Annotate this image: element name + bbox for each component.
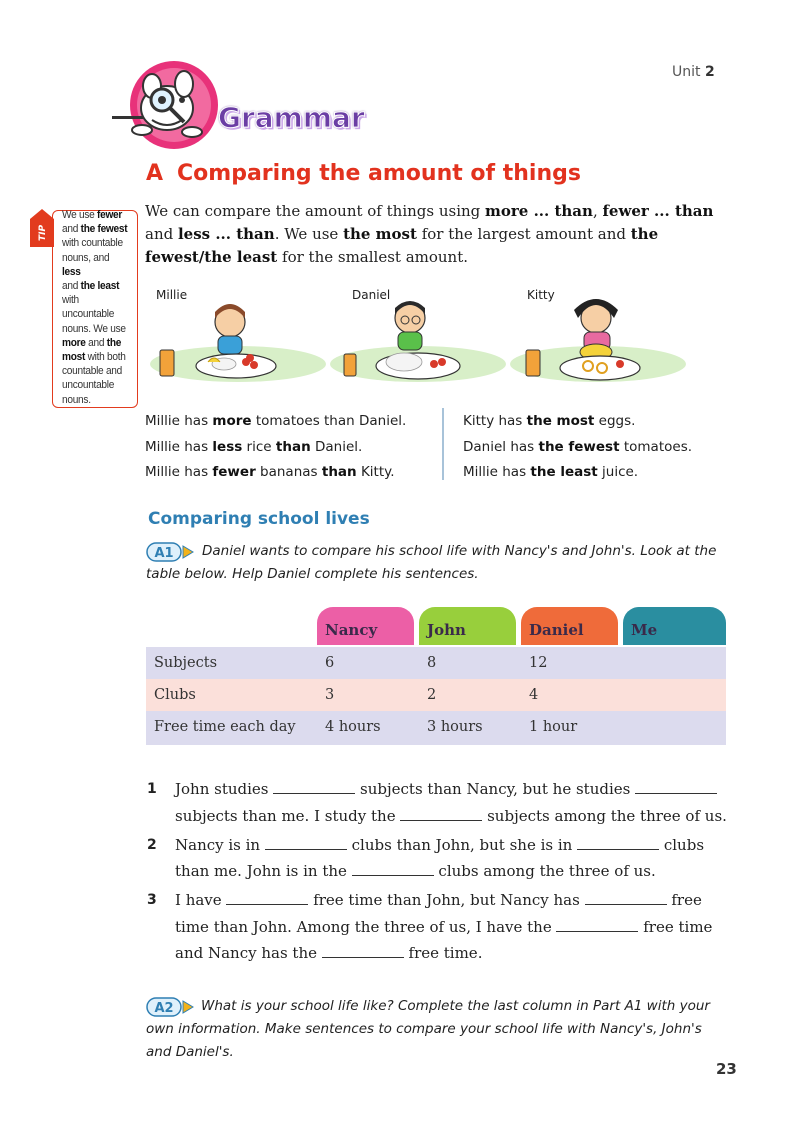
table-header-daniel: Daniel bbox=[521, 607, 618, 645]
question-text: John studies bbox=[175, 780, 274, 798]
example-text: bananas bbox=[255, 464, 322, 480]
answer-blank[interactable] bbox=[226, 892, 308, 905]
example-right-1 bbox=[463, 413, 635, 429]
unit-label bbox=[672, 64, 715, 80]
intro-text: . We use bbox=[274, 225, 344, 243]
tip-text-segment: and bbox=[85, 336, 107, 349]
question-text: subjects than me. I study the bbox=[175, 807, 401, 825]
person-label-kitty: Kitty bbox=[527, 288, 555, 302]
tip-line bbox=[62, 336, 130, 350]
example-text: Millie has bbox=[145, 464, 213, 480]
table-row bbox=[146, 679, 726, 711]
tip-keyword: the fewest bbox=[80, 223, 128, 236]
task-a2-badge bbox=[146, 997, 196, 1017]
intro-text: for the largest amount and bbox=[416, 225, 631, 243]
question-text: subjects than Nancy, but he studies bbox=[355, 780, 636, 798]
kitty-meal-illustration bbox=[510, 299, 686, 382]
tip-line bbox=[62, 322, 130, 336]
question-text: free time. bbox=[403, 944, 483, 962]
table-header-nancy: Nancy bbox=[317, 607, 414, 645]
grammar-mascot-icon bbox=[112, 58, 222, 153]
table-header-me: Me bbox=[623, 607, 726, 645]
example-text: tomatoes than Daniel. bbox=[251, 413, 407, 429]
tip-badge bbox=[30, 209, 54, 247]
intro-line-3 bbox=[145, 246, 725, 269]
table-cell: 8 bbox=[427, 655, 437, 671]
example-right-2 bbox=[463, 439, 692, 455]
tip-line bbox=[62, 378, 130, 392]
tip-text-segment: with both bbox=[85, 351, 126, 364]
question-line bbox=[175, 836, 704, 854]
answer-blank[interactable] bbox=[273, 781, 355, 794]
table-cell: 4 bbox=[529, 687, 539, 703]
intro-keyword: more ... than bbox=[485, 202, 593, 220]
question-line bbox=[175, 918, 712, 936]
question-text: clubs among the three of us. bbox=[433, 862, 656, 880]
answer-blank[interactable] bbox=[265, 837, 347, 850]
page-number: 23 bbox=[716, 1060, 737, 1078]
task-a2-badge-text: A2 bbox=[154, 1001, 174, 1016]
tip-keyword: more bbox=[62, 336, 86, 349]
question-text: I have bbox=[175, 891, 227, 909]
question-text: free time than John, but Nancy has bbox=[308, 891, 585, 909]
section-title-text: Comparing the amount of things bbox=[177, 161, 581, 186]
tip-badge-text: TIP bbox=[38, 224, 48, 242]
example-text: rice bbox=[242, 439, 276, 455]
tip-line bbox=[62, 222, 130, 236]
intro-line-2 bbox=[145, 223, 725, 246]
question-line bbox=[175, 862, 656, 880]
example-text: juice. bbox=[597, 464, 639, 480]
grammar-heading: Grammar bbox=[218, 101, 365, 134]
daniel-meal-illustration bbox=[330, 301, 506, 382]
tip-line bbox=[62, 236, 130, 250]
intro-keyword: fewer ... than bbox=[602, 202, 714, 220]
question-text: subjects among the three of us. bbox=[482, 807, 727, 825]
example-keyword: fewer bbox=[212, 464, 256, 480]
tip-keyword: most bbox=[62, 351, 86, 364]
millie-meal-illustration bbox=[150, 304, 326, 382]
tip-text-segment: uncountable bbox=[62, 379, 115, 392]
task-a1-line-1: Daniel wants to compare his school life with Nancy's and John's. Look at the bbox=[202, 543, 717, 559]
table-row-label: Clubs bbox=[154, 687, 196, 703]
example-text: Millie has bbox=[463, 464, 531, 480]
tip-keyword: the bbox=[106, 336, 122, 349]
table-cell: 4 hours bbox=[325, 719, 381, 735]
tip-text-segment: and bbox=[62, 280, 81, 293]
task-a2-line-3: and Daniel's. bbox=[146, 1044, 234, 1060]
answer-blank[interactable] bbox=[352, 863, 434, 876]
question-text: and Nancy has the bbox=[175, 944, 322, 962]
task-a1-line-2: table below. Help Daniel complete his sentences. bbox=[146, 566, 479, 582]
table-cell: 6 bbox=[325, 655, 335, 671]
section-letter: A bbox=[146, 161, 164, 186]
examples-divider bbox=[442, 408, 444, 480]
tip-text-segment: with countable bbox=[62, 237, 123, 250]
example-keyword: the least bbox=[530, 464, 598, 480]
intro-text: for the smallest amount. bbox=[277, 248, 469, 266]
table-row bbox=[146, 711, 726, 745]
question-text: time than John. Among the three of us, I have the bbox=[175, 918, 557, 936]
table-cell: 12 bbox=[529, 655, 548, 671]
question-line bbox=[175, 944, 482, 962]
table-cell-me[interactable] bbox=[623, 647, 726, 679]
question-line bbox=[175, 807, 727, 825]
table-cell: 3 bbox=[325, 687, 335, 703]
task-a2-line-1: What is your school life like? Complete the last column in Part A1 with your bbox=[201, 998, 710, 1014]
answer-blank[interactable] bbox=[322, 945, 404, 958]
intro-keyword: the bbox=[630, 225, 659, 243]
table-header-john: John bbox=[419, 607, 516, 645]
tip-keyword: the least bbox=[80, 280, 120, 293]
question-number: 1 bbox=[147, 781, 157, 797]
intro-keyword: fewest/the least bbox=[145, 248, 278, 266]
question-line bbox=[175, 780, 717, 798]
tip-text bbox=[62, 208, 130, 407]
tip-line bbox=[62, 279, 130, 293]
question-number: 2 bbox=[147, 837, 157, 853]
table-row bbox=[146, 647, 726, 679]
table-cell: 1 hour bbox=[529, 719, 578, 735]
example-keyword: less bbox=[212, 439, 243, 455]
example-left-3 bbox=[145, 464, 395, 480]
person-label-millie: Millie bbox=[156, 288, 188, 302]
intro-keyword: less ... than bbox=[177, 225, 275, 243]
answer-blank[interactable] bbox=[635, 781, 717, 794]
tip-line bbox=[62, 364, 130, 378]
task-a1-badge bbox=[146, 542, 196, 562]
section-title bbox=[146, 161, 581, 186]
answer-blank[interactable] bbox=[585, 892, 667, 905]
tip-keyword: less bbox=[62, 265, 81, 278]
tip-keyword: fewer bbox=[97, 209, 123, 221]
example-text: Daniel has bbox=[463, 439, 539, 455]
example-text: Daniel. bbox=[310, 439, 363, 455]
question-number: 3 bbox=[147, 892, 157, 908]
example-text: Millie has bbox=[145, 413, 213, 429]
answer-blank[interactable] bbox=[577, 837, 659, 850]
tip-text-segment: countable and bbox=[62, 365, 123, 378]
tip-line bbox=[62, 251, 130, 279]
example-keyword: the most bbox=[526, 413, 595, 429]
example-keyword: the fewest bbox=[538, 439, 620, 455]
example-text: eggs. bbox=[594, 413, 636, 429]
answer-blank[interactable] bbox=[400, 808, 482, 821]
intro-text: , bbox=[592, 202, 603, 220]
intro-text: We can compare the amount of things using bbox=[145, 202, 486, 220]
question-text: than me. John is in the bbox=[175, 862, 352, 880]
meal-illustration bbox=[148, 288, 708, 388]
unit-number: 2 bbox=[704, 64, 715, 80]
tip-text-segment: nouns. We use bbox=[62, 322, 126, 335]
tip-text-segment: We use bbox=[62, 209, 98, 221]
tip-line bbox=[62, 393, 130, 407]
tip-text-segment: with uncountable bbox=[62, 294, 115, 321]
question-text: free time bbox=[638, 918, 713, 936]
subheading: Comparing school lives bbox=[148, 509, 370, 529]
unit-word: Unit bbox=[672, 64, 701, 80]
tip-text-segment: and bbox=[62, 223, 81, 236]
example-text: Kitty. bbox=[356, 464, 395, 480]
example-keyword: than bbox=[321, 464, 357, 480]
table-cell: 3 hours bbox=[427, 719, 483, 735]
intro-keyword: the most bbox=[343, 225, 417, 243]
table-row-label: Subjects bbox=[154, 655, 218, 671]
example-left-2 bbox=[145, 439, 362, 455]
task-a1-badge-text: A1 bbox=[154, 546, 174, 561]
intro-text: and bbox=[145, 225, 178, 243]
question-text: clubs than John, but she is in bbox=[346, 836, 578, 854]
task-a2-line-2: own information. Make sentences to compare your school life with Nancy's, John's bbox=[146, 1021, 702, 1037]
table-cell-me[interactable] bbox=[623, 711, 726, 743]
answer-blank[interactable] bbox=[556, 919, 638, 932]
table-cell-me[interactable] bbox=[623, 679, 726, 711]
example-text: Millie has bbox=[145, 439, 213, 455]
table-cell: 2 bbox=[427, 687, 437, 703]
tip-line bbox=[62, 208, 130, 222]
intro-paragraph bbox=[145, 200, 725, 269]
example-left-1 bbox=[145, 413, 406, 429]
question-text: free bbox=[666, 891, 702, 909]
example-text: Kitty has bbox=[463, 413, 527, 429]
tip-line bbox=[62, 350, 130, 364]
example-keyword: more bbox=[212, 413, 252, 429]
question-text: Nancy is in bbox=[175, 836, 265, 854]
tip-text-segment: nouns, and bbox=[62, 251, 110, 264]
example-keyword: than bbox=[275, 439, 311, 455]
example-text: tomatoes. bbox=[619, 439, 693, 455]
intro-line-1 bbox=[145, 200, 725, 223]
tip-text-segment: nouns. bbox=[62, 393, 91, 406]
person-label-daniel: Daniel bbox=[352, 288, 391, 302]
question-line bbox=[175, 891, 702, 909]
table-row-label: Free time each day bbox=[154, 719, 296, 735]
example-right-3 bbox=[463, 464, 638, 480]
question-text: clubs bbox=[659, 836, 705, 854]
tip-line bbox=[62, 293, 130, 321]
